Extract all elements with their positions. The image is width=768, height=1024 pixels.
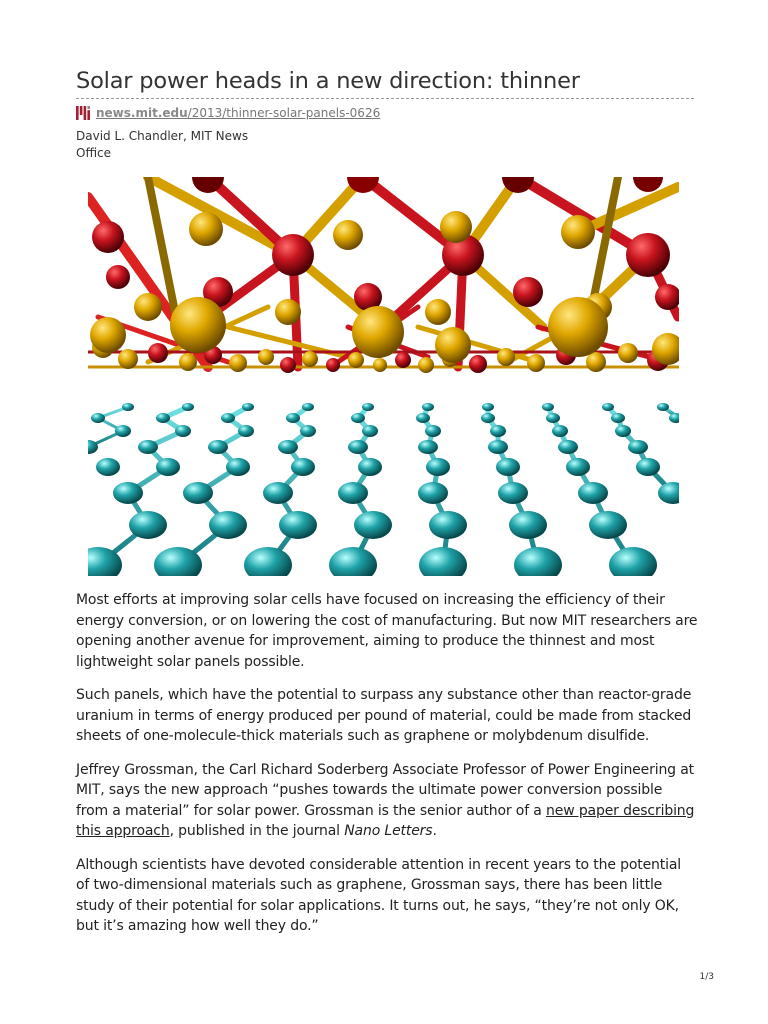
source-link[interactable] — [96, 106, 380, 120]
paper-link[interactable]: new paper describing this approach — [76, 802, 695, 839]
paragraph-1: Most efforts at improving solar cells have focused on increasing the efficiency of their energy conversion, or on lowering the cost of manufacturing. But now MIT researchers are opening another avenue for improvement, aiming to produce the thinnest and most lightweight solar panels possible. — [76, 592, 698, 670]
byline-office: Office — [76, 146, 112, 160]
paragraph-2: Such panels, which have the potential to surpass any substance other than reactor-grade uranium in terms of energy produced per pound of material, could be made from stacked sheets of one-molecule-thick materials such as graphene or molybdenum disulfide. — [76, 687, 692, 744]
source-path: /2013/thinner-solar-panels-0626 — [187, 106, 381, 120]
article-title: Solar power heads in a new direction: thinner — [76, 68, 580, 94]
title-divider — [76, 98, 694, 99]
paragraph-3-text-middle: , published in the journal — [169, 823, 345, 839]
mit-logo-icon — [76, 106, 90, 125]
paragraph-3 — [76, 760, 698, 842]
paragraph-3-text-after: . — [432, 823, 437, 839]
paragraph-3-text-before: Jeffrey Grossman, the Carl Richard Soderberg Associate Professor of Power Engineering at MIT, says the new approach “pushes towards the ultimate power conversion possible from a material” for solar power. Grossman is the senior author of a — [76, 761, 694, 819]
byline — [76, 128, 266, 162]
graphene-layer — [88, 403, 679, 576]
source-line — [76, 104, 380, 122]
molecular-structure-illustration — [88, 177, 679, 576]
mos2-layer — [88, 177, 679, 373]
source-domain: news.mit.edu — [96, 106, 188, 120]
page-number: 1/3 — [699, 972, 714, 982]
paragraph-4: Although scientists have devoted considerable attention in recent years to the potential of two-dimensional materials such as graphene, Grossman says, there has been little study of their potential for solar applications. It turns out, he says, “they’re not only OK, but it’s amazing how well they do.” — [76, 856, 682, 934]
article-body — [76, 590, 698, 950]
journal-name: Nano Letters — [344, 823, 433, 839]
byline-author: David L. Chandler, MIT News — [76, 129, 249, 143]
